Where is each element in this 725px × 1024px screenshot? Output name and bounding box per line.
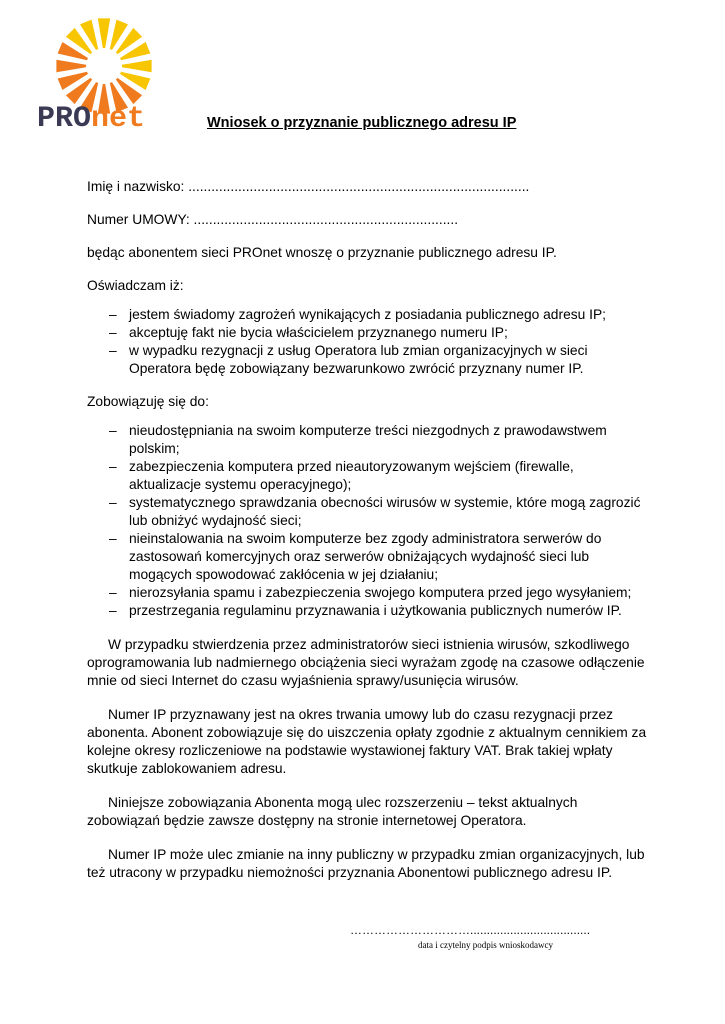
list-item: – jestem świadomy zagrożeń wynikających z posiadania publicznego adresu IP; (87, 306, 647, 324)
list-item: – akceptuję fakt nie bycia właścicielem przyznanego numeru IP; (87, 324, 647, 342)
list-item: – zabezpieczenia komputera przed nieautoryzowanym wejściem (firewalle, aktualizacje systemu operacyjnego); (87, 458, 647, 494)
declarations-heading: Oświadczam iż: (87, 278, 184, 293)
paragraph: Niniejsze zobowiązania Abonenta mogą ulec rozszerzeniu – tekst aktualnych zobowiązań będzie zawsze dostępny na stronie internetowej Operatora. (87, 795, 578, 828)
list-item: – przestrzegania regulaminu przyznawania i użytkowania publicznych numerów IP. (87, 602, 647, 620)
logo-ray (56, 60, 86, 72)
signature-label: data i czytelny podpis wnioskodawcy (418, 940, 553, 950)
signature-block (350, 923, 620, 950)
list-item: – nierozsyłania spamu i zabezpieczenia swojego komputera przed jego wysyłaniem; (87, 584, 647, 602)
logo-ray (122, 60, 152, 72)
signature-line: ………………………….................................... (350, 923, 591, 937)
obligations-list (87, 422, 647, 620)
declarations-list (87, 306, 647, 378)
logo-text-net: net (91, 102, 146, 136)
intro-text: będąc abonentem sieci PROnet wnoszę o przyznanie publicznego adresu IP. (87, 245, 557, 260)
logo-wordmark (37, 102, 145, 136)
obligations-heading: Zobowiązuję się do: (87, 394, 209, 409)
list-item: – nieinstalowania na swoim komputerze bez zgody administratora serwerów do zastosowań komercyjnych oraz serwerów obniżających wydajność sieci lub mogących spowodować zakłócenia w jej działaniu; (87, 530, 647, 584)
paragraph: Numer IP może ulec zmianie na inny publiczny w przypadku zmian organizacyjnych, lub też utracony w przypadku niemożności przyznania Abonentowi publicznego adresu IP. (87, 847, 645, 880)
logo-ray (98, 18, 110, 48)
contract-number-field: Numer UMOWY: ..................................................................... (87, 212, 459, 227)
list-item: – systematycznego sprawdzania obecności wirusów w systemie, które mogą zagrozić lub obniżyć wydajność sieci; (87, 494, 647, 530)
sunburst-logo-icon (42, 14, 172, 114)
name-field: Imię i nazwisko: ......................................................................................... (87, 179, 530, 194)
document-title: Wniosek o przyznanie publicznego adresu IP (207, 115, 517, 131)
paragraph: W przypadku stwierdzenia przez administratorów sieci istnienia wirusów, szkodliwego oprogramowania lub nadmiernego obciążenia sieci wyrażam zgodę na czasowe odłączenie mnie od sieci Internet do czasu wyjaśnienia sprawy/usunięcia wirusów. (87, 637, 645, 688)
document-body (87, 178, 647, 882)
paragraph: Numer IP przyznawany jest na okres trwania umowy lub do czasu rezygnacji przez abonenta. Abonent zobowiązuje się do uiszczenia opłaty zgodnie z aktualnym cennikiem za kolejne okresy rozliczeniowe na podstawie wystawionej faktury VAT. Brak takiej wpłaty skutkuje zablokowaniem adresu. (87, 707, 647, 776)
logo-text-pro: PRO (37, 102, 92, 136)
list-item: – nieudostępniania na swoim komputerze treści niezgodnych z prawodawstwem polskim; (87, 422, 647, 458)
list-item: – w wypadku rezygnacji z usług Operatora lub zmian organizacyjnych w sieci Operatora będę zobowiązany bezwarunkowo zwrócić przyznany numer IP. (87, 342, 647, 378)
pronet-logo (32, 14, 182, 139)
